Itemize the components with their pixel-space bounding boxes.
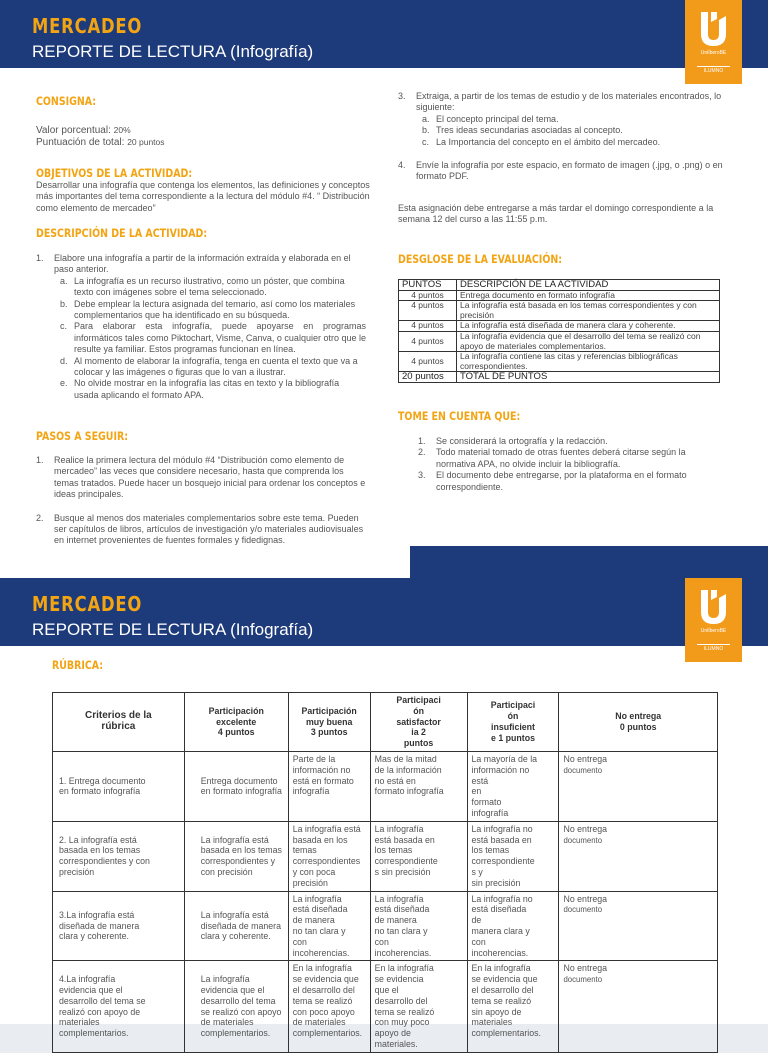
- list-subitem: b. Debe emplear la lectura asignada del temario, así como los materiales complementarios que ha identificado en su búsqueda.: [60, 298, 356, 321]
- rubric-cell: La mayoría de la información no está en formato infografía: [467, 751, 559, 821]
- logo-u-icon: [697, 588, 730, 626]
- rubric-cell: La infografía está diseñada de manera clara y coherente.: [184, 891, 288, 961]
- rubric-cell: La infografía está basada en los temas correspondientes y con poca precisión: [288, 821, 370, 891]
- rubric-header-cell: Participaci ón satisfactor ia 2 puntos: [370, 693, 467, 752]
- rubric-cell: En la infografía se evidencia que el desarrollo del tema se realizó con muy poco apoyo de materiales.: [370, 961, 467, 1052]
- table-row: 4 puntos La infografía evidencia que el desarrollo del tema se realizó con apoyo de materiales complementarios.: [399, 331, 720, 351]
- valor-value: 20%: [113, 125, 131, 135]
- rubrica-heading: RÚBRICA:: [52, 658, 104, 672]
- rubric-cell: La infografía está basada en los temas correspondiente s sin precisión: [370, 821, 467, 891]
- footer-bar: [410, 546, 768, 578]
- list-subitem: b. Tres ideas secundarias asociadas al concepto.: [422, 125, 623, 136]
- list-subitem: a. El concepto principal del tema.: [422, 113, 559, 124]
- rubric-cell: No entrega documento: [559, 821, 718, 891]
- table-row: 4 puntos Entrega documento en formato infografía: [399, 290, 720, 301]
- table-row: 4 puntos La infografía está diseñada de manera clara y coherente.: [399, 321, 720, 332]
- list-item: 1. Se considerará la ortografía y la redacción.: [418, 436, 608, 446]
- logo-subtext: ILUMNO: [697, 644, 730, 652]
- list-item: 2. Busque al menos dos materiales complementarios sobre este tema. Pueden ser capítulos de libros, artículos de investigación y/o materiales audiovisuales en internet provenientes de fuentes formales y fidedignas.: [36, 512, 364, 546]
- course-title: MERCADEO: [32, 14, 143, 38]
- list-subitem: d. Al momento de elaborar la infografía, tenga en cuenta el texto que va a colocar y las imágenes o figuras que lo van a ilustrar.: [60, 355, 358, 378]
- list-subitem: a. La infografía es un recurso ilustrativo, como un póster, que combina texto con imágenes sobre el tema seleccionado.: [60, 275, 345, 298]
- objetivos-text: Desarrollar una infografía que contenga los elementos, las definiciones y conceptos más importantes del tema correspondiente a la lectura del módulo #4. “ Distribución como elemento de mercadeo”: [36, 180, 370, 213]
- rubric-table: [52, 692, 718, 1053]
- page-2: [0, 578, 768, 1049]
- right-steps: [398, 91, 728, 183]
- list-subitem: c. Para elaborar esta infografía, puede apoyarse en programas informáticos tales como Piktochart, Visme, Canva, o cualquier otro que le resulte ya familiar. Estos programas funcionan en línea.: [60, 321, 366, 355]
- tome-heading: TOME EN CUENTA QUE:: [398, 409, 521, 423]
- list-item: 1. Realice la primera lectura del módulo #4 “Distribución como elemento de mercadeo” las veces que considere necesario, hasta que comprenda los temas tratados. Puede hacer un bosquejo inicial para ordenar los conceptos e ideas principales.: [36, 455, 366, 500]
- logo-text: UniÍberoBE: [700, 50, 727, 56]
- rubric-cell: 2. La infografía está basada en los temas correspondientes y con precisión: [53, 821, 185, 891]
- rubric-cell: La infografía no está basada en los temas correspondiente s y sin precisión: [467, 821, 559, 891]
- list-item: 3. Extraiga, a partir de los temas de estudio y de los materiales encontrados, lo siguiente:: [398, 91, 722, 113]
- rubric-header-cell: Participaci ón insuficient e 1 puntos: [467, 693, 559, 752]
- university-logo: [685, 578, 742, 662]
- tome-list: [418, 436, 714, 493]
- report-subtitle: REPORTE DE LECTURA (Infografía): [32, 620, 314, 639]
- rubric-cell: La infografía evidencia que el desarrollo del tema se realizó con apoyo de materiales complementarios.: [184, 961, 288, 1052]
- course-title: MERCADEO: [32, 592, 143, 616]
- list-item: 1. Elabore una infografía a partir de la información extraída y elaborada en el paso anterior.: [36, 253, 351, 275]
- rubric-cell: No entrega documento: [559, 961, 718, 1052]
- rubric-cell: No entrega documento: [559, 891, 718, 961]
- list-item: 2. Todo material tomado de otras fuentes deberá citarse según la normativa APA, no olvide incluir la bibliografía.: [418, 447, 686, 469]
- descripcion-list: [36, 253, 366, 401]
- rubric-header: [53, 693, 718, 752]
- rubric-cell: La infografía está basada en los temas correspondientes y con precisión: [184, 821, 288, 891]
- rubric-header-cell: Criterios de la rúbrica: [53, 693, 185, 752]
- rubric-body: [53, 751, 718, 1052]
- rubric-cell: 1. Entrega documento en formato infografía: [53, 751, 185, 821]
- table-row: 4 puntos La infografía contiene las citas y referencias bibliográficas correspondientes.: [399, 352, 720, 372]
- list-subitem: c. La Importancia del concepto en el ámbito del mercadeo.: [422, 136, 661, 147]
- pasos-list: [36, 455, 366, 547]
- table-header-cell: PUNTOS: [399, 280, 457, 291]
- rubric-cell: No entrega documento: [559, 751, 718, 821]
- valor-label: Valor porcentual:: [36, 125, 111, 136]
- list-item: 3. El documento debe entregarse, por la plataforma en el formato correspondiente.: [418, 470, 687, 492]
- table-row: [53, 961, 718, 1052]
- report-subtitle: REPORTE DE LECTURA (Infografía): [32, 42, 314, 61]
- table-row: [53, 891, 718, 961]
- list-item: 4. Envíe la infografía por este espacio, en formato de imagen (.jpg, o .png) o en formato PDF.: [398, 160, 723, 182]
- rubric-cell: Parte de la información no está en formato infografía: [288, 751, 370, 821]
- deadline-text: Esta asignación debe entregarse a más tardar el domingo correspondiente a la semana 12 del curso a las 11:55 p.m.: [398, 203, 714, 225]
- rubric-cell: 4.La infografía evidencia que el desarrollo del tema se realizó con apoyo de materiales complementarios.: [53, 961, 185, 1052]
- table-total-row: 20 puntos TOTAL DE PUNTOS: [399, 372, 720, 383]
- pasos-heading: PASOS A SEGUIR:: [36, 429, 128, 443]
- page-header: [0, 578, 768, 646]
- evaluation-table: [398, 279, 720, 383]
- rubric-cell: La infografía está diseñada de manera no tan clara y con incoherencias.: [370, 891, 467, 961]
- university-logo: [685, 0, 742, 84]
- logo-u-icon: [697, 10, 730, 48]
- list-subitem: e. No olvide mostrar en la infografía las citas en texto y la bibliografía usada aplicando el formato APA.: [60, 378, 340, 400]
- table-row: [53, 821, 718, 891]
- page-header: [0, 0, 768, 68]
- descripcion-heading: DESCRIPCIÓN DE LA ACTIVIDAD:: [36, 226, 208, 240]
- objetivos-heading: OBJETIVOS DE LA ACTIVIDAD:: [36, 166, 193, 180]
- rubric-header-cell: Participación excelente 4 puntos: [184, 693, 288, 752]
- puntuacion-label: Puntuación de total:: [36, 137, 125, 148]
- desglose-heading: DESGLOSE DE LA EVALUACIÓN:: [398, 252, 562, 266]
- rubric-cell: 3.La infografía está diseñada de manera clara y coherente.: [53, 891, 185, 961]
- rubric-cell: La infografía está diseñada de manera no tan clara y con incoherencias.: [288, 891, 370, 961]
- rubric-cell: La infografía no está diseñada de manera clara y con incoherencias.: [467, 891, 559, 961]
- rubric-cell: En la infografía se evidencia que el desarrollo del tema se realizó con poco apoyo de materiales complementarios.: [288, 961, 370, 1052]
- consigna-puntuacion: [36, 136, 165, 149]
- rubric-header-cell: No entrega 0 puntos: [559, 693, 718, 752]
- rubric-header-row: [53, 693, 718, 752]
- consigna-heading: CONSIGNA:: [36, 94, 97, 108]
- puntuacion-value: 20 puntos: [127, 137, 165, 147]
- rubric-cell: Mas de la mitad de la información no está en formato infografía: [370, 751, 467, 821]
- logo-subtext: ILUMNO: [697, 66, 730, 74]
- table-row: 4 puntos La infografía está basada en los temas correspondientes y con precisión: [399, 301, 720, 321]
- table-header-cell: DESCRIPCIÓN DE LA ACTIVIDAD: [457, 280, 720, 291]
- logo-text: UniÍberoBE: [700, 628, 727, 634]
- rubric-cell: Entrega documento en formato infografía: [184, 751, 288, 821]
- rubric-header-cell: Participación muy buena 3 puntos: [288, 693, 370, 752]
- rubric-cell: En la infografía se evidencia que el desarrollo del tema se realizó sin apoyo de materiales complementarios.: [467, 961, 559, 1052]
- table-row: [53, 751, 718, 821]
- table-header-row: [399, 280, 720, 291]
